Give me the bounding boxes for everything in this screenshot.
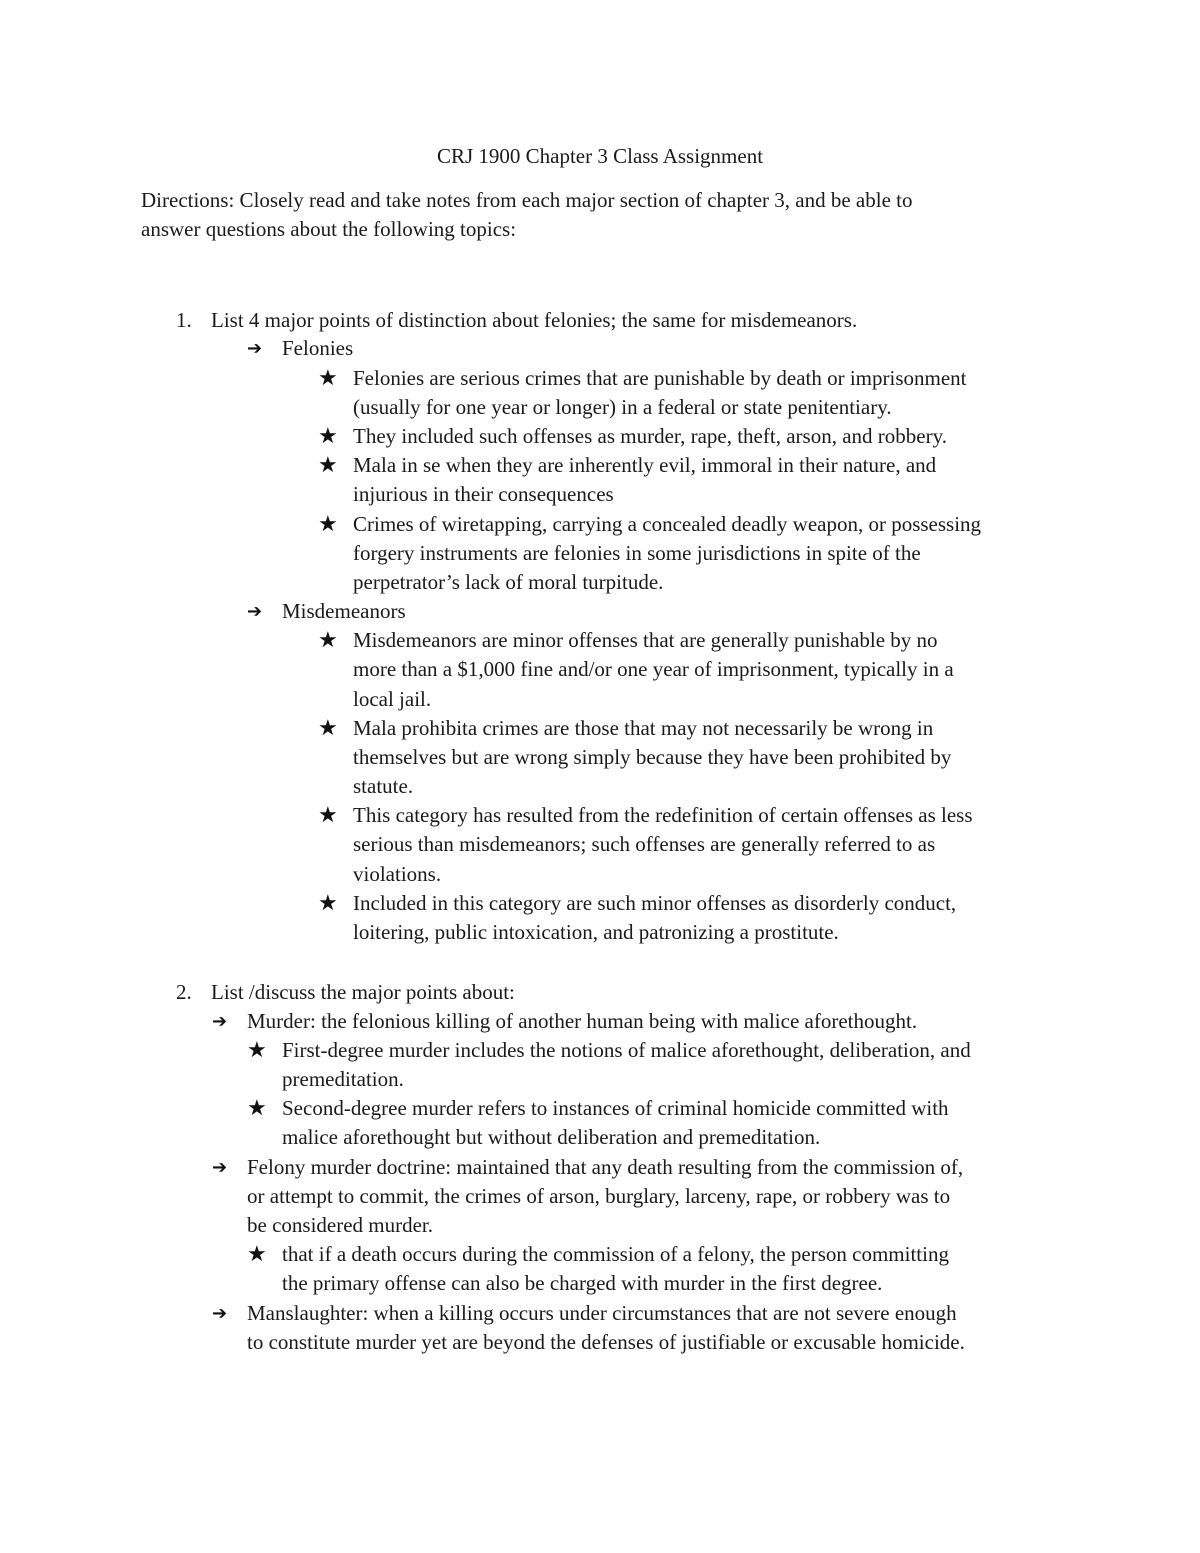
star-icon: ★ — [247, 1038, 267, 1063]
felonies-point-2-line-1: They included such offenses as murder, rape, theft, arson, and robbery. — [353, 424, 947, 448]
manslaughter-line-2: to constitute murder yet are beyond the defenses of justifiable or excusable homicide. — [247, 1330, 965, 1354]
felonies-point-1-line-1: Felonies are serious crimes that are punishable by death or imprisonment — [353, 366, 967, 390]
star-icon: ★ — [318, 512, 338, 537]
felonies-point-4-line-1: Crimes of wiretapping, carrying a concealed deadly weapon, or possessing — [353, 512, 982, 536]
misdemeanors-heading: Misdemeanors — [282, 599, 406, 623]
star-icon: ★ — [318, 453, 338, 478]
murder-point-2-line-2: malice aforethought but without deliberation and premeditation. — [282, 1125, 821, 1149]
star-icon: ★ — [247, 1242, 267, 1267]
misdemeanors-point-3-line-1: This category has resulted from the redefinition of certain offenses as less — [353, 803, 973, 827]
misdemeanors-point-4-line-1: Included in this category are such minor offenses as disorderly conduct, — [353, 891, 957, 915]
manslaughter-line-1: Manslaughter: when a killing occurs under circumstances that are not severe enough — [247, 1301, 957, 1325]
star-icon: ★ — [318, 891, 338, 916]
star-icon: ★ — [247, 1096, 267, 1121]
murder-definition: Murder: the felonious killing of another human being with malice aforethought. — [247, 1009, 918, 1033]
arrow-icon: ➔ — [247, 601, 263, 622]
felony-murder-line-2: or attempt to commit, the crimes of arson, burglary, larceny, rape, or robbery was to — [247, 1184, 951, 1208]
misdemeanors-point-4-line-2: loitering, public intoxication, and patronizing a prostitute. — [353, 920, 839, 944]
misdemeanors-point-1-line-2: more than a $1,000 fine and/or one year of imprisonment, typically in a — [353, 657, 954, 681]
arrow-icon: ➔ — [212, 1303, 228, 1324]
felony-murder-line-1: Felony murder doctrine: maintained that any death resulting from the commission of, — [247, 1155, 964, 1179]
star-icon: ★ — [318, 803, 338, 828]
felonies-heading: Felonies — [282, 336, 354, 360]
misdemeanors-point-3-line-3: violations. — [353, 862, 442, 886]
misdemeanors-point-2-line-1: Mala prohibita crimes are those that may not necessarily be wrong in — [353, 716, 934, 740]
misdemeanors-point-3-line-2: serious than misdemeanors; such offenses are generally referred to as — [353, 832, 936, 856]
felonies-point-3-line-1: Mala in se when they are inherently evil, immoral in their nature, and — [353, 453, 937, 477]
arrow-icon: ➔ — [212, 1157, 228, 1178]
misdemeanors-point-1-line-1: Misdemeanors are minor offenses that are generally punishable by no — [353, 628, 938, 652]
misdemeanors-point-2-line-3: statute. — [353, 774, 414, 798]
directions-line-1: Directions: Closely read and take notes from each major section of chapter 3, and be able to — [141, 188, 913, 212]
felony-murder-line-3: be considered murder. — [247, 1213, 434, 1237]
question-1-number: 1. — [176, 308, 192, 332]
star-icon: ★ — [318, 424, 338, 449]
felony-murder-point-1-line-2: the primary offense can also be charged with murder in the first degree. — [282, 1271, 883, 1295]
murder-point-2-line-1: Second-degree murder refers to instances of criminal homicide committed with — [282, 1096, 949, 1120]
felonies-point-4-line-2: forgery instruments are felonies in some jurisdictions in spite of the — [353, 541, 921, 565]
misdemeanors-point-2-line-2: themselves but are wrong simply because they have been prohibited by — [353, 745, 952, 769]
arrow-icon: ➔ — [247, 338, 263, 359]
question-2-text: List /discuss the major points about: — [211, 980, 515, 1004]
document-title: CRJ 1900 Chapter 3 Class Assignment — [436, 144, 764, 168]
misdemeanors-point-1-line-3: local jail. — [353, 687, 432, 711]
star-icon: ★ — [318, 716, 338, 741]
question-2-number: 2. — [176, 980, 192, 1004]
arrow-icon: ➔ — [212, 1011, 228, 1032]
murder-point-1-line-1: First-degree murder includes the notions of malice aforethought, deliberation, and — [282, 1038, 971, 1062]
question-1-text: List 4 major points of distinction about felonies; the same for misdemeanors. — [211, 308, 858, 332]
star-icon: ★ — [318, 628, 338, 653]
felonies-point-1-line-2: (usually for one year or longer) in a federal or state penitentiary. — [353, 395, 892, 419]
felonies-point-4-line-3: perpetrator’s lack of moral turpitude. — [353, 570, 664, 594]
felonies-point-3-line-2: injurious in their consequences — [353, 482, 614, 506]
murder-point-1-line-2: premeditation. — [282, 1067, 404, 1091]
star-icon: ★ — [318, 366, 338, 391]
directions-line-2: answer questions about the following topics: — [141, 217, 517, 241]
felony-murder-point-1-line-1: that if a death occurs during the commission of a felony, the person committing — [282, 1242, 949, 1266]
